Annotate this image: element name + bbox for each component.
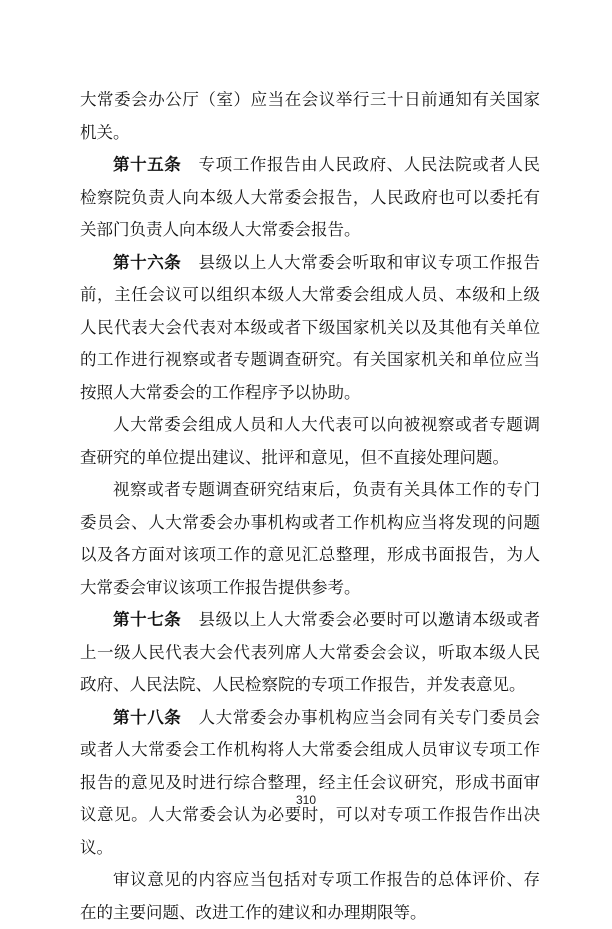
page-number: 310 [295, 793, 317, 807]
article-label: 第十八条 [113, 707, 182, 727]
article-15 [80, 149, 540, 247]
paragraph-text: 专项工作报告由人民政府、人民法院或者人民检察院负责人向本级人大常委会报告，人民政府也可以委托有关部门负责人向本级人大常委会报告。 [80, 155, 541, 239]
article-17 [80, 604, 540, 702]
paragraph-text: 审议意见的内容应当包括对专项工作报告的总体评价、存在的主要问题、改进工作的建议和办理期限等。 [80, 870, 540, 922]
article-label: 第十六条 [113, 252, 182, 272]
paragraph-text: 视察或者专题调查研究结束后，负责有关具体工作的专门委员会、人大常委会办事机构或者工作机构应当将发现的问题以及各方面对该项工作的意见汇总整理，形成书面报告，为人大常委会审议该项工作报告提供参考。 [80, 480, 540, 597]
article-label: 第十七条 [113, 610, 182, 629]
article-18 [80, 702, 540, 865]
paragraph-text: 县级以上人大常委会听取和审议专项工作报告前，主任会议可以组织本级人大常委会组成人员、本级和上级人民代表大会代表对本级或者下级国家机关以及其他有关单位的工作进行视察或者专题调查研究。有关国家机关和单位应当按照人大常委会的工作程序予以协助。 [80, 252, 541, 402]
paragraph [80, 474, 540, 604]
paragraph [80, 409, 540, 474]
article-label: 第十五条 [113, 155, 182, 174]
paragraph-text: 大常委会办公厅（室）应当在会议举行三十日前通知有关国家机关。 [80, 90, 540, 142]
paragraph-text: 人大常委会办事机构应当会同有关专门委员会或者人大常委会工作机构将人大常委会组成人员审议专项工作报告的意见及时进行综合整理，经主任会议研究，形成书面审议意见。人大常委会认为必要时，可以对专项工作报告作出决议。 [80, 707, 541, 857]
article-16 [80, 247, 540, 410]
paragraph-continuation [80, 84, 540, 149]
paragraph [80, 864, 540, 929]
paragraph-text: 人大常委会组成人员和人大代表可以向被视察或者专题调查研究的单位提出建议、批评和意见，但不直接处理问题。 [80, 415, 540, 467]
paragraph-text: 县级以上人大常委会必要时可以邀请本级或者上一级人民代表大会代表列席人大常委会会议，听取本级人民政府、人民法院、人民检察院的专项工作报告，并发表意见。 [80, 610, 541, 694]
